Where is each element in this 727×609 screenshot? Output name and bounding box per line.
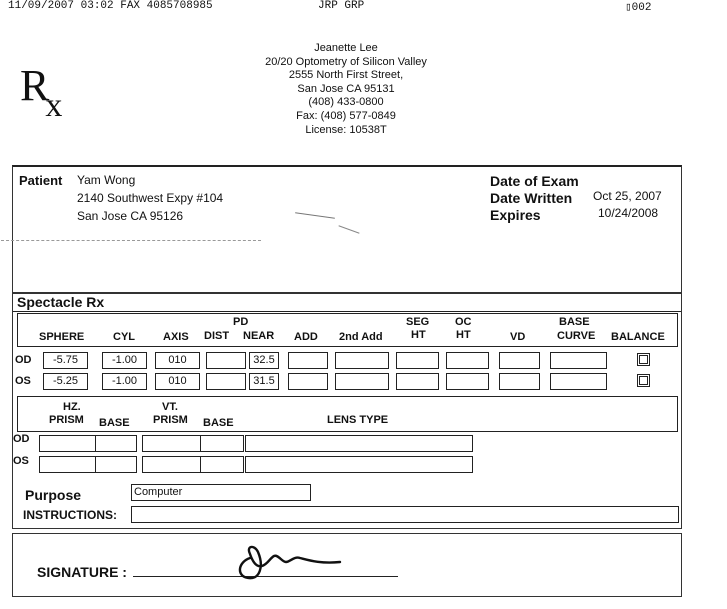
prism-od-label: OD (13, 433, 30, 445)
os-sphere-field[interactable]: -5.25 (43, 373, 88, 390)
os-pd-dist-field[interactable] (206, 373, 246, 390)
os-pd-near-field[interactable]: 31.5 (249, 373, 279, 390)
os-add2-field[interactable] (335, 373, 389, 390)
prism-os-label: OS (13, 455, 29, 467)
od-label: OD (15, 354, 32, 366)
hdr-seg: SEG (406, 316, 430, 328)
spectacle-title: Spectacle Rx (17, 294, 105, 310)
fax-header (8, 0, 652, 14)
fax-noise-mark (338, 225, 359, 233)
doctor-practice: 20/20 Optometry of Silicon Valley (265, 55, 427, 68)
written-date-value: Oct 25, 2007 (593, 189, 662, 203)
handwritten-signature (228, 538, 348, 583)
prism-od-lens-field[interactable] (245, 435, 473, 452)
od-vd-field[interactable] (499, 352, 540, 369)
prism-os-hz-field[interactable] (39, 456, 96, 473)
prism-od-base2-field[interactable] (200, 435, 244, 452)
os-vd-field[interactable] (499, 373, 540, 390)
od-axis-field[interactable]: 010 (155, 352, 200, 369)
os-add-field[interactable] (288, 373, 328, 390)
os-curve-field[interactable] (550, 373, 607, 390)
divider (13, 311, 681, 312)
od-cyl-field[interactable]: -1.00 (102, 352, 147, 369)
doctor-phone: (408) 433-0800 (308, 96, 384, 109)
hdr-vd: VD (510, 331, 526, 343)
os-label: OS (15, 375, 31, 387)
hdr-hz: HZ. (63, 401, 81, 413)
doctor-city: San Jose CA 95131 (297, 82, 395, 95)
hdr-add2: 2nd Add (339, 331, 383, 343)
doctor-license: License: 10538T (305, 123, 387, 136)
signature-section (12, 533, 682, 597)
fax-page-number: ▯002 (625, 2, 652, 14)
rx-r: R (20, 61, 50, 110)
prism-os-base2-field[interactable] (200, 456, 244, 473)
hdr-balance: BALANCE (611, 331, 665, 343)
prism-os-vt-field[interactable] (142, 456, 201, 473)
signature-label: SIGNATURE : (37, 564, 127, 580)
hdr-cyl: CYL (113, 331, 135, 343)
od-balance-checkbox[interactable] (637, 353, 650, 366)
hdr-curve: CURVE (557, 330, 596, 342)
od-pd-dist-field[interactable] (206, 352, 246, 369)
fax-datetime: 11/09/2007 03:02 FAX 4085708985 (8, 0, 213, 12)
od-add-field[interactable] (288, 352, 328, 369)
prism-od-vt-field[interactable] (142, 435, 201, 452)
fax-sender: JRP GRP (318, 0, 365, 12)
expires-value: 10/24/2008 (598, 206, 659, 220)
fax-noise-line (1, 240, 261, 241)
os-seg-field[interactable] (396, 373, 439, 390)
hdr-base: BASE (559, 316, 590, 328)
hdr-prism-base1: BASE (99, 417, 130, 429)
hdr-dist: DIST (204, 330, 230, 342)
od-seg-field[interactable] (396, 352, 439, 369)
purpose-field[interactable]: Computer (131, 484, 311, 501)
prism-od-hz-field[interactable] (39, 435, 96, 452)
od-sphere-field[interactable]: -5.75 (43, 352, 88, 369)
hdr-lens-type: LENS TYPE (327, 414, 389, 426)
patient-name: Yam Wong (77, 173, 136, 187)
hdr-vt-prism: PRISM (153, 414, 188, 426)
expires-label: Expires (490, 207, 541, 223)
doctor-street: 2555 North First Street, (288, 69, 404, 82)
prism-od-base1-field[interactable] (95, 435, 137, 452)
os-oc-field[interactable] (446, 373, 489, 390)
hdr-sphere: SPHERE (39, 331, 85, 343)
rx-x: x (45, 87, 63, 124)
doctor-fax: Fax: (408) 577-0849 (296, 109, 396, 122)
od-oc-field[interactable] (446, 352, 489, 369)
hdr-add: ADD (294, 331, 318, 343)
written-date-label: Date Written (490, 190, 573, 206)
purpose-label: Purpose (25, 487, 82, 503)
instructions-label: INSTRUCTIONS: (23, 508, 117, 522)
patient-address2: San Jose CA 95126 (77, 209, 184, 223)
hdr-oc-ht: HT (456, 329, 471, 341)
hdr-seg-ht: HT (411, 329, 426, 341)
hdr-oc: OC (455, 316, 472, 328)
od-add2-field[interactable] (335, 352, 389, 369)
od-pd-near-field[interactable]: 32.5 (249, 352, 279, 369)
prism-os-base1-field[interactable] (95, 456, 137, 473)
hdr-near: NEAR (243, 330, 275, 342)
patient-label: Patient (19, 173, 63, 188)
patient-section (12, 165, 682, 294)
prism-os-lens-field[interactable] (245, 456, 473, 473)
spectacle-rx-section (12, 292, 682, 529)
patient-address1: 2140 Southwest Expy #104 (77, 191, 224, 205)
hdr-vt: VT. (162, 401, 178, 413)
instructions-field[interactable] (131, 506, 679, 523)
doctor-block (230, 42, 462, 137)
signature-stroke (240, 547, 340, 578)
hdr-prism-base2: BASE (203, 417, 234, 429)
os-cyl-field[interactable]: -1.00 (102, 373, 147, 390)
doctor-name: Jeanette Lee (314, 42, 378, 54)
hdr-axis: AXIS (163, 331, 189, 343)
os-balance-checkbox[interactable] (637, 374, 650, 387)
hdr-pd: PD (233, 316, 249, 328)
fax-noise-mark (295, 212, 335, 219)
hdr-hz-prism: PRISM (49, 414, 84, 426)
rx-symbol (20, 61, 66, 124)
os-axis-field[interactable]: 010 (155, 373, 200, 390)
od-curve-field[interactable] (550, 352, 607, 369)
exam-date-label: Date of Exam (490, 173, 579, 189)
